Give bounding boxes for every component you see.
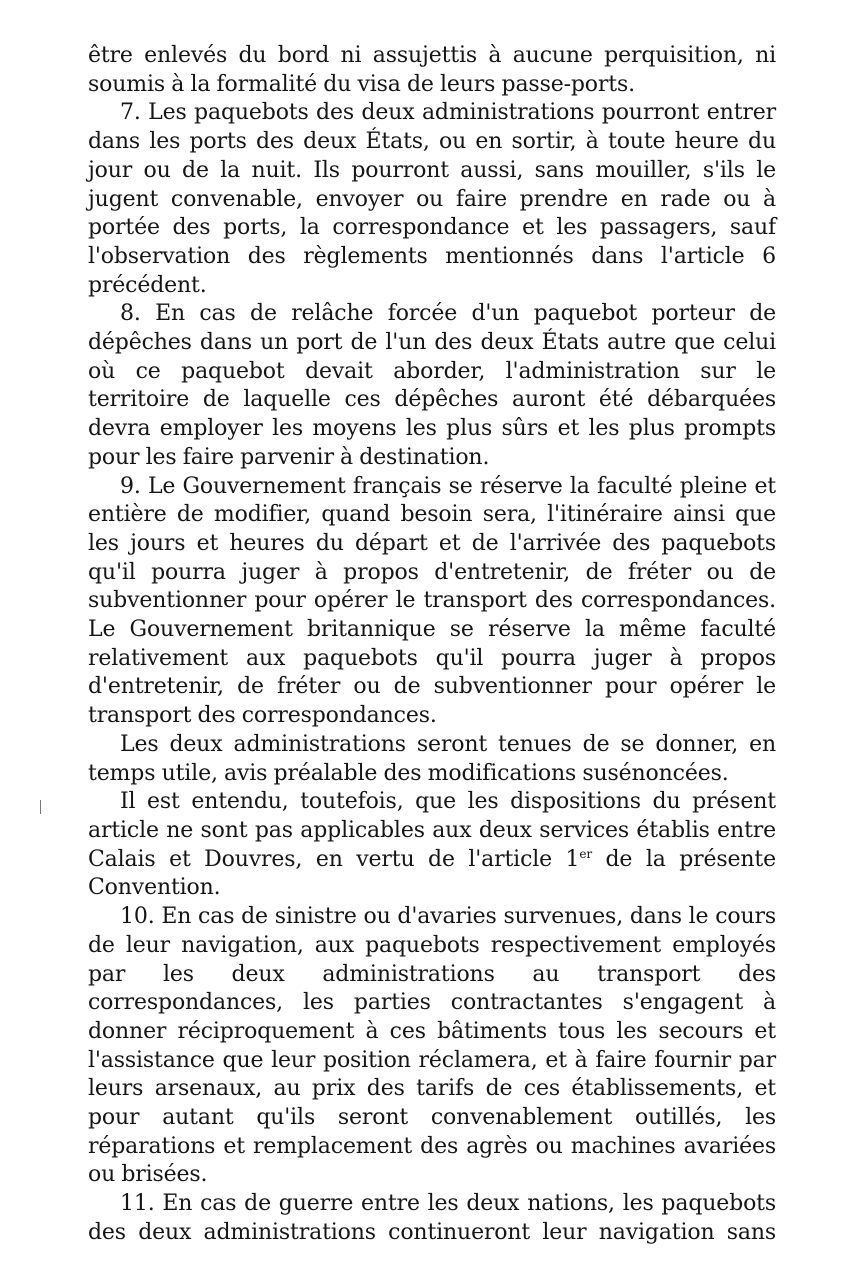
ordinal-superscript: er xyxy=(579,846,592,861)
article-10 xyxy=(88,903,776,1190)
paragraph-text: Les deux administrations seront tenues de se donner, en temps utile, avis préalable des modifications susénoncées. xyxy=(88,731,776,786)
article-number: 7. xyxy=(120,100,141,126)
article-9-paragraph-2 xyxy=(88,731,776,788)
paragraph-text: Le Gouvernement français se réserve la faculté pleine et entière de modifier, quand besoin sera, l'itinéraire ainsi que les jours et heures du départ et de l'arrivée des paquebots qu'il pourra juger à propos d'entretenir, de fréter ou de subventionner pour opérer le transport des correspondances. Le Gouvernement britannique se réserve la même faculté relativement aux paquebots qu'il pourra juger à propos d'entretenir, de fréter ou de subventionner pour opérer le transport des correspondances. xyxy=(88,473,776,729)
paragraph-text: En cas de sinistre ou d'avaries survenues, dans le cours de leur navigation, aux paquebots respectivement employés par les deux administrations au transport des correspondances, les parties contractantes s'engagent à donner réciproquement à ces bâtiments tous les secours et l'assistance que leur position réclamera, et à faire fournir par leurs arsenaux, au prix des tarifs de ces établissements, et pour autant qu'ils seront convenablement outillés, les réparations et remplacement des agrès ou machines avariées ou brisées. xyxy=(88,904,776,1188)
article-11 xyxy=(88,1190,776,1247)
paragraph-text: Les paquebots des deux administrations pourront entrer dans les ports des deux États, ou en sortir, à toute heure du jour ou de la nuit. Ils pourront aussi, sans mouiller, s'ils le jugent convenable, envoyer ou faire prendre en rade ou à portée des ports, la correspondance et les passagers, sauf l'observation des règlements mentionnés dans l'article 6 précédent. xyxy=(88,100,776,298)
article-number: 10. xyxy=(120,904,155,930)
article-number: 11. xyxy=(120,1191,155,1217)
article-number: 8. xyxy=(120,301,141,327)
article-9-paragraph-3 xyxy=(88,788,776,903)
article-number: 9. xyxy=(120,473,141,499)
paragraph-continuation xyxy=(88,42,776,99)
article-7 xyxy=(88,99,776,300)
paragraph-text: En cas de relâche forcée d'un paquebot porteur de dépêches dans un port de l'un des deux États autre que celui où ce paquebot devait aborder, l'administration sur le territoire de laquelle ces dépêches auront été débarquées devra employer les moyens les plus sûrs et les plus prompts pour les faire parvenir à destination. xyxy=(88,301,776,470)
body-text xyxy=(88,42,776,1248)
article-8 xyxy=(88,300,776,472)
paragraph-text-end: de la présente Convention. xyxy=(88,846,776,901)
paragraph-text: être enlevés du bord ni assujettis à aucune perquisition, ni soumis à la formalité du visa de leurs passe-ports. xyxy=(88,43,776,97)
paragraph-text: En cas de guerre entre les deux nations, les paquebots des deux administrations continueront leur navigation sans xyxy=(88,1191,776,1245)
paragraph-text: Il est entendu, toutefois, que les dispositions du présent article ne sont pas applicables aux deux services établis entre Calais et Douvres, en vertu de l'article 1 xyxy=(88,789,776,872)
scan-speck xyxy=(40,800,41,814)
article-9 xyxy=(88,473,776,731)
